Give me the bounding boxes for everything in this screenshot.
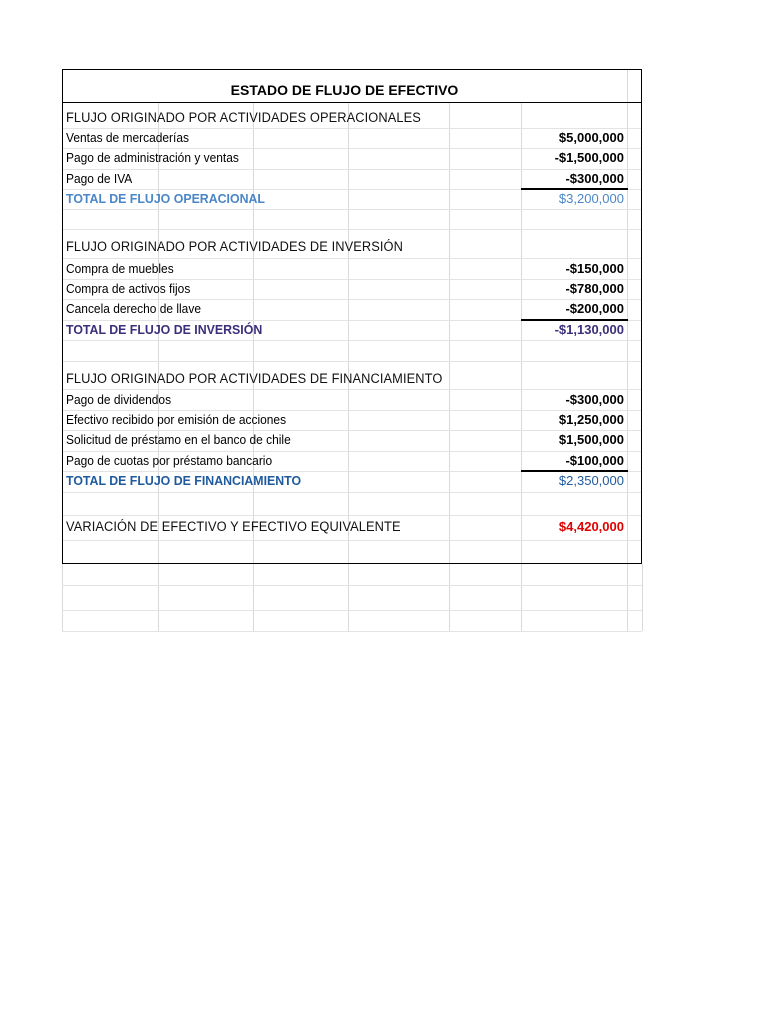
line-item-row	[62, 169, 628, 189]
grid-column-line	[642, 564, 643, 631]
line-item-value: -$100,000	[565, 453, 624, 468]
title-divider	[62, 102, 642, 103]
variation-row	[62, 517, 628, 537]
line-item-row	[62, 451, 628, 471]
line-item-label: Efectivo recibido por emisión de acciones	[66, 412, 287, 427]
total-row-operational	[62, 189, 628, 209]
line-item-row	[62, 148, 628, 168]
section-heading-operational	[62, 108, 628, 128]
line-item-label: Pago de cuotas por préstamo bancario	[66, 453, 273, 468]
grid-row-line	[62, 610, 642, 611]
line-item-value: $1,250,000	[558, 412, 624, 427]
line-item-value: -$300,000	[565, 392, 624, 407]
grid-row-line	[62, 585, 642, 586]
line-item-value: -$150,000	[565, 261, 624, 276]
line-item-row	[62, 279, 628, 299]
total-value: -$1,130,000	[554, 322, 624, 337]
line-item-value: $1,500,000	[558, 432, 624, 447]
total-label: TOTAL DE FLUJO DE FINANCIAMIENTO	[66, 473, 302, 488]
line-item-value: -$1,500,000	[554, 150, 624, 165]
line-item-label: Cancela derecho de llave	[66, 301, 201, 316]
section-heading-investment	[62, 237, 628, 257]
section-heading-label: FLUJO ORIGINADO POR ACTIVIDADES OPERACIONALES	[66, 110, 421, 125]
line-item-label: Compra de activos fijos	[66, 281, 191, 296]
statement-title: ESTADO DE FLUJO DE EFECTIVO	[230, 82, 459, 98]
grid-row-line	[62, 631, 642, 632]
variation-value: $4,420,000	[558, 519, 624, 534]
line-item-value: -$300,000	[565, 171, 624, 186]
line-item-row	[62, 430, 628, 450]
total-row-financing	[62, 471, 628, 491]
line-item-value: -$200,000	[565, 301, 624, 316]
line-item-row	[62, 299, 628, 319]
line-item-label: Pago de dividendos	[66, 392, 172, 407]
section-heading-label: FLUJO ORIGINADO POR ACTIVIDADES DE INVERSIÓN	[66, 239, 403, 254]
total-row-investment	[62, 320, 628, 340]
total-value: $2,350,000	[558, 473, 624, 488]
line-item-label: Pago de administración y ventas	[66, 150, 239, 165]
line-item-label: Ventas de mercaderías	[66, 130, 190, 145]
total-value: $3,200,000	[558, 191, 624, 206]
line-item-row	[62, 390, 628, 410]
total-label: TOTAL DE FLUJO DE INVERSIÓN	[66, 322, 263, 337]
line-item-row	[62, 259, 628, 279]
total-label: TOTAL DE FLUJO OPERACIONAL	[66, 191, 265, 206]
line-item-label: Pago de IVA	[66, 171, 133, 186]
variation-label: VARIACIÓN DE EFECTIVO Y EFECTIVO EQUIVALENTE	[66, 519, 401, 534]
line-item-label: Solicitud de préstamo en el banco de chile	[66, 432, 291, 447]
line-item-row	[62, 128, 628, 148]
grid-column-line	[62, 564, 63, 631]
section-heading-financing	[62, 369, 628, 389]
line-item-row	[62, 410, 628, 430]
line-item-value: $5,000,000	[558, 130, 624, 145]
section-heading-label: FLUJO ORIGINADO POR ACTIVIDADES DE FINANCIAMIENTO	[66, 371, 443, 386]
line-item-value: -$780,000	[565, 281, 624, 296]
line-item-label: Compra de muebles	[66, 261, 174, 276]
